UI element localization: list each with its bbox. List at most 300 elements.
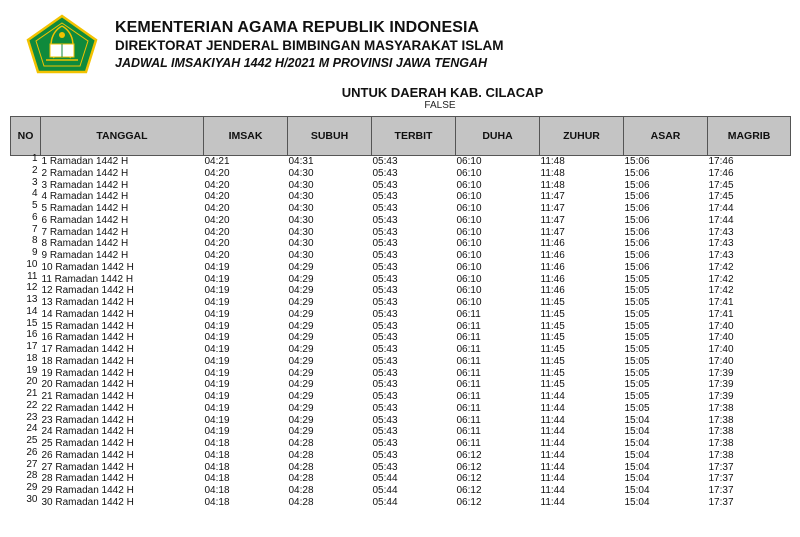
cell-no: 15 — [26, 317, 38, 329]
cell-zuhur: 11:44 — [540, 402, 565, 414]
cell-magrib: 17:43 — [708, 250, 734, 261]
cell-duha: 06:11 — [456, 438, 481, 449]
cell-terbit: 05:44 — [372, 485, 398, 496]
kemenag-logo-icon — [24, 14, 100, 74]
cell-no: 8 — [31, 235, 38, 247]
cell-subuh: 04:29 — [288, 344, 314, 355]
cell-imsak: 04:19 — [204, 379, 230, 391]
cell-no: 29 — [26, 482, 38, 493]
cell-duha: 06:12 — [456, 485, 482, 496]
col-header-asar: ASAR — [624, 117, 708, 156]
cell-asar: 15:05 — [624, 344, 650, 355]
cell-no: 28 — [26, 470, 38, 482]
table-body — [11, 153, 791, 509]
cell-imsak: 04:18 — [204, 449, 230, 461]
cell-subuh: 04:29 — [288, 273, 314, 285]
cell-subuh: 04:28 — [288, 473, 314, 485]
cell-imsak: 04:19 — [204, 355, 230, 367]
cell-asar: 15:04 — [624, 449, 650, 461]
cell-duha: 06:12 — [456, 461, 482, 473]
cell-duha: 06:11 — [456, 355, 481, 367]
cell-subuh: 04:30 — [288, 250, 314, 261]
cell-no: 2 — [31, 164, 38, 176]
cell-terbit: 05:43 — [372, 191, 398, 203]
cell-duha: 06:11 — [456, 414, 481, 426]
cell-tanggal: 25 Ramadan 1442 H — [41, 438, 134, 449]
cell-zuhur: 11:48 — [540, 179, 565, 191]
cell-terbit: 05:43 — [372, 179, 398, 191]
cell-no: 9 — [31, 247, 38, 258]
cell-magrib: 17:45 — [708, 179, 734, 191]
cell-tanggal: 29 Ramadan 1442 H — [41, 485, 134, 496]
cell-zuhur: 11:44 — [540, 449, 565, 461]
table-row — [11, 438, 791, 450]
cell-duha: 06:10 — [456, 273, 482, 285]
cell-tanggal: 1 Ramadan 1442 H — [41, 156, 129, 167]
table-row — [11, 227, 791, 239]
cell-imsak: 04:19 — [204, 308, 230, 320]
cell-tanggal: 9 Ramadan 1442 H — [41, 250, 129, 261]
cell-duha: 06:10 — [456, 156, 482, 167]
imsakiyah-table — [10, 116, 791, 509]
cell-no: 16 — [26, 329, 38, 341]
cell-duha: 06:10 — [456, 191, 482, 203]
cell-asar: 15:06 — [624, 250, 650, 261]
cell-asar: 15:05 — [624, 285, 650, 297]
cell-no: 7 — [31, 223, 38, 235]
cell-terbit: 05:44 — [372, 473, 398, 485]
cell-no: 20 — [26, 376, 38, 388]
cell-imsak: 04:20 — [204, 214, 230, 226]
cell-magrib: 17:46 — [708, 167, 734, 179]
cell-terbit: 05:44 — [372, 496, 398, 508]
cell-tanggal: 20 Ramadan 1442 H — [41, 379, 134, 391]
cell-terbit: 05:43 — [372, 156, 398, 167]
cell-zuhur: 11:47 — [540, 203, 565, 214]
cell-zuhur: 11:46 — [540, 273, 565, 285]
cell-subuh: 04:30 — [288, 167, 314, 179]
cell-terbit: 05:43 — [372, 273, 398, 285]
cell-zuhur: 11:48 — [540, 167, 565, 179]
cell-asar: 15:05 — [624, 391, 650, 402]
cell-no: 26 — [26, 446, 38, 458]
cell-magrib: 17:44 — [708, 203, 734, 214]
cell-terbit: 05:43 — [372, 214, 398, 226]
cell-tanggal: 16 Ramadan 1442 H — [41, 332, 134, 344]
cell-imsak: 04:19 — [204, 414, 230, 426]
table-row — [11, 309, 791, 321]
cell-no: 14 — [26, 305, 38, 317]
cell-subuh: 04:30 — [288, 214, 314, 226]
document-header — [115, 18, 504, 71]
cell-asar: 15:05 — [624, 308, 650, 320]
cell-tanggal: 8 Ramadan 1442 H — [41, 238, 129, 250]
cell-subuh: 04:29 — [288, 261, 314, 273]
cell-asar: 15:04 — [624, 414, 650, 426]
cell-tanggal: 5 Ramadan 1442 H — [41, 203, 129, 214]
cell-asar: 15:05 — [624, 273, 650, 285]
table-row — [11, 285, 791, 297]
cell-terbit: 05:43 — [372, 461, 398, 473]
cell-tanggal: 3 Ramadan 1442 H — [41, 179, 129, 191]
table-row — [11, 497, 791, 509]
cell-terbit: 05:43 — [372, 297, 398, 308]
cell-duha: 06:11 — [456, 391, 481, 402]
table-row — [11, 344, 791, 356]
cell-imsak: 04:20 — [204, 191, 230, 203]
cell-imsak: 04:20 — [204, 179, 230, 191]
cell-zuhur: 11:46 — [540, 261, 565, 273]
cell-magrib: 17:44 — [708, 214, 734, 226]
table-row — [11, 191, 791, 203]
cell-tanggal: 6 Ramadan 1442 H — [41, 214, 129, 226]
cell-subuh: 04:29 — [288, 297, 314, 308]
cell-tanggal: 30 Ramadan 1442 H — [41, 496, 134, 508]
schedule-title: JADWAL IMSAKIYAH 1442 H/2021 M PROVINSI JAWA TENGAH — [115, 56, 488, 70]
col-header-terbit: TERBIT — [372, 117, 456, 156]
cell-subuh: 04:31 — [288, 156, 314, 167]
cell-duha: 06:11 — [456, 367, 481, 379]
cell-asar: 15:05 — [624, 297, 650, 308]
cell-asar: 15:06 — [624, 179, 650, 191]
cell-zuhur: 11:45 — [540, 297, 565, 308]
cell-duha: 06:12 — [456, 473, 482, 485]
cell-subuh: 04:28 — [288, 449, 314, 461]
ministry-title: KEMENTERIAN AGAMA REPUBLIK INDONESIA — [115, 19, 480, 36]
cell-imsak: 04:18 — [204, 485, 230, 496]
cell-imsak: 04:19 — [204, 261, 230, 273]
cell-imsak: 04:19 — [204, 273, 230, 285]
cell-terbit: 05:43 — [372, 379, 398, 391]
cell-zuhur: 11:44 — [540, 438, 565, 449]
cell-magrib: 17:38 — [708, 402, 734, 414]
cell-duha: 06:12 — [456, 496, 482, 508]
cell-magrib: 17:38 — [708, 438, 734, 449]
cell-asar: 15:06 — [624, 238, 650, 250]
cell-duha: 06:10 — [456, 261, 482, 273]
cell-subuh: 04:29 — [288, 308, 314, 320]
cell-no: 13 — [26, 294, 38, 305]
cell-asar: 15:04 — [624, 485, 650, 496]
cell-no: 22 — [26, 399, 38, 411]
cell-subuh: 04:28 — [288, 438, 314, 449]
cell-terbit: 05:43 — [372, 261, 398, 273]
cell-imsak: 04:18 — [204, 496, 230, 508]
cell-magrib: 17:40 — [708, 344, 734, 355]
cell-asar: 15:06 — [624, 203, 650, 214]
cell-subuh: 04:30 — [288, 179, 314, 191]
cell-duha: 06:11 — [456, 379, 481, 391]
col-header-imsak: IMSAK — [204, 117, 288, 156]
cell-terbit: 05:43 — [372, 367, 398, 379]
cell-imsak: 04:20 — [204, 226, 230, 238]
cell-asar: 15:06 — [624, 226, 650, 238]
cell-zuhur: 11:47 — [540, 226, 565, 238]
cell-tanggal: 10 Ramadan 1442 H — [41, 261, 134, 273]
cell-zuhur: 11:45 — [540, 344, 565, 355]
cell-asar: 15:04 — [624, 438, 650, 449]
cell-no: 18 — [26, 352, 38, 364]
table-row — [11, 274, 791, 286]
cell-zuhur: 11:44 — [540, 473, 565, 485]
cell-tanggal: 14 Ramadan 1442 H — [41, 308, 134, 320]
cell-no: 24 — [26, 423, 38, 435]
cell-tanggal: 13 Ramadan 1442 H — [41, 297, 134, 308]
cell-tanggal: 21 Ramadan 1442 H — [41, 391, 134, 402]
cell-tanggal: 27 Ramadan 1442 H — [41, 461, 134, 473]
cell-imsak: 04:20 — [204, 203, 230, 214]
cell-subuh: 04:29 — [288, 332, 314, 344]
table-row — [11, 462, 791, 474]
cell-asar: 15:04 — [624, 496, 650, 508]
table-row — [11, 379, 791, 391]
cell-no: 17 — [26, 341, 38, 352]
cell-terbit: 05:43 — [372, 355, 398, 367]
cell-no: 19 — [26, 364, 38, 376]
cell-imsak: 04:19 — [204, 426, 230, 438]
cell-subuh: 04:30 — [288, 191, 314, 203]
cell-asar: 15:05 — [624, 402, 650, 414]
cell-tanggal: 12 Ramadan 1442 H — [41, 285, 134, 297]
cell-terbit: 05:43 — [372, 402, 398, 414]
cell-no: 11 — [27, 270, 38, 282]
cell-terbit: 05:43 — [372, 344, 398, 355]
cell-tanggal: 2 Ramadan 1442 H — [41, 167, 129, 179]
cell-asar: 15:06 — [624, 156, 650, 167]
cell-duha: 06:10 — [456, 167, 482, 179]
cell-subuh: 04:29 — [288, 285, 314, 297]
table-row — [11, 203, 791, 215]
table-row — [11, 250, 791, 262]
cell-magrib: 17:38 — [708, 449, 734, 461]
table-row — [11, 391, 791, 403]
cell-magrib: 17:37 — [708, 473, 734, 485]
cell-asar: 15:04 — [624, 426, 650, 438]
cell-duha: 06:11 — [456, 426, 481, 438]
cell-duha: 06:10 — [456, 250, 482, 261]
cell-duha: 06:10 — [456, 214, 482, 226]
cell-magrib: 17:46 — [708, 156, 734, 167]
table-row — [11, 485, 791, 497]
cell-zuhur: 11:45 — [540, 379, 565, 391]
cell-no: 12 — [26, 282, 38, 294]
cell-subuh: 04:28 — [288, 461, 314, 473]
table-row — [11, 450, 791, 462]
cell-no: 25 — [26, 435, 38, 446]
cell-zuhur: 11:46 — [540, 250, 565, 261]
cell-tanggal: 19 Ramadan 1442 H — [41, 367, 134, 379]
table-row — [11, 473, 791, 485]
cell-zuhur: 11:45 — [540, 308, 565, 320]
table-row — [11, 332, 791, 344]
region-title: UNTUK DAERAH KAB. CILACAP — [341, 85, 544, 100]
cell-tanggal: 7 Ramadan 1442 H — [41, 226, 129, 238]
cell-magrib: 17:42 — [708, 285, 734, 297]
cell-asar: 15:06 — [624, 261, 650, 273]
cell-subuh: 04:29 — [288, 367, 314, 379]
cell-tanggal: 17 Ramadan 1442 H — [41, 344, 134, 355]
cell-terbit: 05:43 — [372, 414, 398, 426]
region-subtitle: FALSE — [424, 100, 456, 111]
cell-terbit: 05:43 — [372, 167, 398, 179]
cell-imsak: 04:19 — [204, 344, 230, 355]
cell-duha: 06:10 — [456, 226, 482, 238]
col-header-magrib: MAGRIB — [708, 117, 791, 156]
cell-terbit: 05:43 — [372, 308, 398, 320]
cell-subuh: 04:29 — [288, 391, 314, 402]
table-row — [11, 168, 791, 180]
cell-no: 5 — [31, 200, 38, 211]
cell-magrib: 17:40 — [708, 320, 734, 332]
cell-terbit: 05:43 — [372, 203, 398, 214]
cell-tanggal: 28 Ramadan 1442 H — [41, 473, 134, 485]
table-row — [11, 215, 791, 227]
cell-asar: 15:05 — [624, 320, 650, 332]
cell-zuhur: 11:48 — [540, 156, 565, 167]
table-row — [11, 368, 791, 380]
cell-imsak: 04:19 — [204, 367, 230, 379]
cell-terbit: 05:43 — [372, 250, 398, 261]
cell-duha: 06:11 — [456, 332, 481, 344]
cell-subuh: 04:29 — [288, 355, 314, 367]
cell-imsak: 04:19 — [204, 332, 230, 344]
cell-subuh: 04:29 — [288, 402, 314, 414]
table-row — [11, 156, 791, 168]
cell-no: 30 — [26, 493, 38, 505]
cell-imsak: 04:18 — [204, 473, 230, 485]
cell-terbit: 05:43 — [372, 320, 398, 332]
cell-subuh: 04:30 — [288, 226, 314, 238]
cell-asar: 15:04 — [624, 473, 650, 485]
table-row — [11, 321, 791, 333]
cell-no: 6 — [31, 211, 38, 223]
cell-terbit: 05:43 — [372, 285, 398, 297]
col-header-zuhur: ZUHUR — [540, 117, 624, 156]
cell-terbit: 05:43 — [372, 426, 398, 438]
cell-tanggal: 22 Ramadan 1442 H — [41, 402, 134, 414]
cell-subuh: 04:28 — [288, 496, 314, 508]
cell-zuhur: 11:44 — [540, 485, 565, 496]
cell-imsak: 04:18 — [204, 461, 230, 473]
cell-magrib: 17:37 — [708, 461, 734, 473]
cell-magrib: 17:38 — [708, 426, 734, 438]
cell-imsak: 04:19 — [204, 320, 230, 332]
cell-tanggal: 23 Ramadan 1442 H — [41, 414, 134, 426]
cell-duha: 06:12 — [456, 449, 482, 461]
cell-no: 3 — [31, 176, 38, 188]
cell-duha: 06:11 — [456, 344, 481, 355]
col-header-no: NO — [11, 117, 41, 156]
cell-zuhur: 11:46 — [540, 238, 565, 250]
cell-duha: 06:10 — [456, 297, 482, 308]
col-header-tanggal: TANGGAL — [41, 117, 204, 156]
cell-terbit: 05:43 — [372, 238, 398, 250]
cell-duha: 06:11 — [456, 320, 481, 332]
cell-imsak: 04:18 — [204, 438, 230, 449]
cell-tanggal: 4 Ramadan 1442 H — [41, 191, 129, 203]
cell-asar: 15:05 — [624, 379, 650, 391]
cell-terbit: 05:43 — [372, 438, 398, 449]
cell-asar: 15:06 — [624, 214, 650, 226]
cell-terbit: 05:43 — [372, 332, 398, 344]
cell-duha: 06:10 — [456, 203, 482, 214]
cell-zuhur: 11:47 — [540, 214, 565, 226]
cell-magrib: 17:40 — [708, 355, 734, 367]
cell-subuh: 04:29 — [288, 426, 314, 438]
cell-zuhur: 11:44 — [540, 461, 565, 473]
cell-zuhur: 11:45 — [540, 332, 565, 344]
cell-imsak: 04:19 — [204, 391, 230, 402]
cell-zuhur: 11:45 — [540, 367, 565, 379]
col-header-duha: DUHA — [456, 117, 540, 156]
cell-duha: 06:10 — [456, 285, 482, 297]
cell-subuh: 04:28 — [288, 485, 314, 496]
table-row — [11, 262, 791, 274]
cell-subuh: 04:30 — [288, 203, 314, 214]
cell-subuh: 04:29 — [288, 379, 314, 391]
cell-tanggal: 15 Ramadan 1442 H — [41, 320, 134, 332]
table-row — [11, 426, 791, 438]
directorate-title: DIREKTORAT JENDERAL BIMBINGAN MASYARAKAT ISLAM — [115, 38, 504, 53]
cell-asar: 15:06 — [624, 167, 650, 179]
cell-no: 10 — [26, 258, 38, 270]
col-header-subuh: SUBUH — [288, 117, 372, 156]
cell-magrib: 17:39 — [708, 367, 734, 379]
cell-magrib: 17:39 — [708, 379, 734, 391]
cell-magrib: 17:37 — [708, 485, 734, 496]
region-heading — [0, 85, 800, 112]
cell-zuhur: 11:44 — [540, 426, 565, 438]
cell-imsak: 04:20 — [204, 238, 230, 250]
cell-subuh: 04:30 — [288, 238, 314, 250]
cell-asar: 15:05 — [624, 332, 650, 344]
cell-zuhur: 11:44 — [540, 391, 565, 402]
cell-magrib: 17:43 — [708, 238, 734, 250]
cell-duha: 06:11 — [456, 402, 481, 414]
cell-magrib: 17:41 — [708, 308, 734, 320]
cell-zuhur: 11:44 — [540, 496, 565, 508]
cell-zuhur: 11:47 — [540, 191, 565, 203]
cell-asar: 15:05 — [624, 367, 650, 379]
cell-imsak: 04:19 — [204, 285, 230, 297]
cell-zuhur: 11:45 — [540, 355, 565, 367]
cell-tanggal: 11 Ramadan 1442 H — [41, 273, 134, 285]
cell-magrib: 17:41 — [708, 297, 734, 308]
cell-imsak: 04:21 — [204, 156, 230, 167]
cell-magrib: 17:39 — [708, 391, 734, 402]
table-row — [11, 356, 791, 368]
cell-duha: 06:10 — [456, 238, 482, 250]
cell-imsak: 04:20 — [204, 250, 230, 261]
cell-no: 4 — [31, 188, 38, 200]
cell-duha: 06:10 — [456, 179, 482, 191]
table-row — [11, 297, 791, 309]
cell-asar: 15:05 — [624, 355, 650, 367]
cell-no: 23 — [26, 411, 38, 423]
table-row — [11, 180, 791, 192]
cell-zuhur: 11:46 — [540, 285, 565, 297]
cell-magrib: 17:40 — [708, 332, 734, 344]
cell-zuhur: 11:45 — [540, 320, 565, 332]
cell-tanggal: 24 Ramadan 1442 H — [41, 426, 134, 438]
cell-magrib: 17:45 — [708, 191, 734, 203]
cell-tanggal: 26 Ramadan 1442 H — [41, 449, 134, 461]
table-row — [11, 415, 791, 427]
cell-terbit: 05:43 — [372, 449, 398, 461]
cell-subuh: 04:29 — [288, 320, 314, 332]
cell-zuhur: 11:44 — [540, 414, 565, 426]
cell-imsak: 04:20 — [204, 167, 230, 179]
